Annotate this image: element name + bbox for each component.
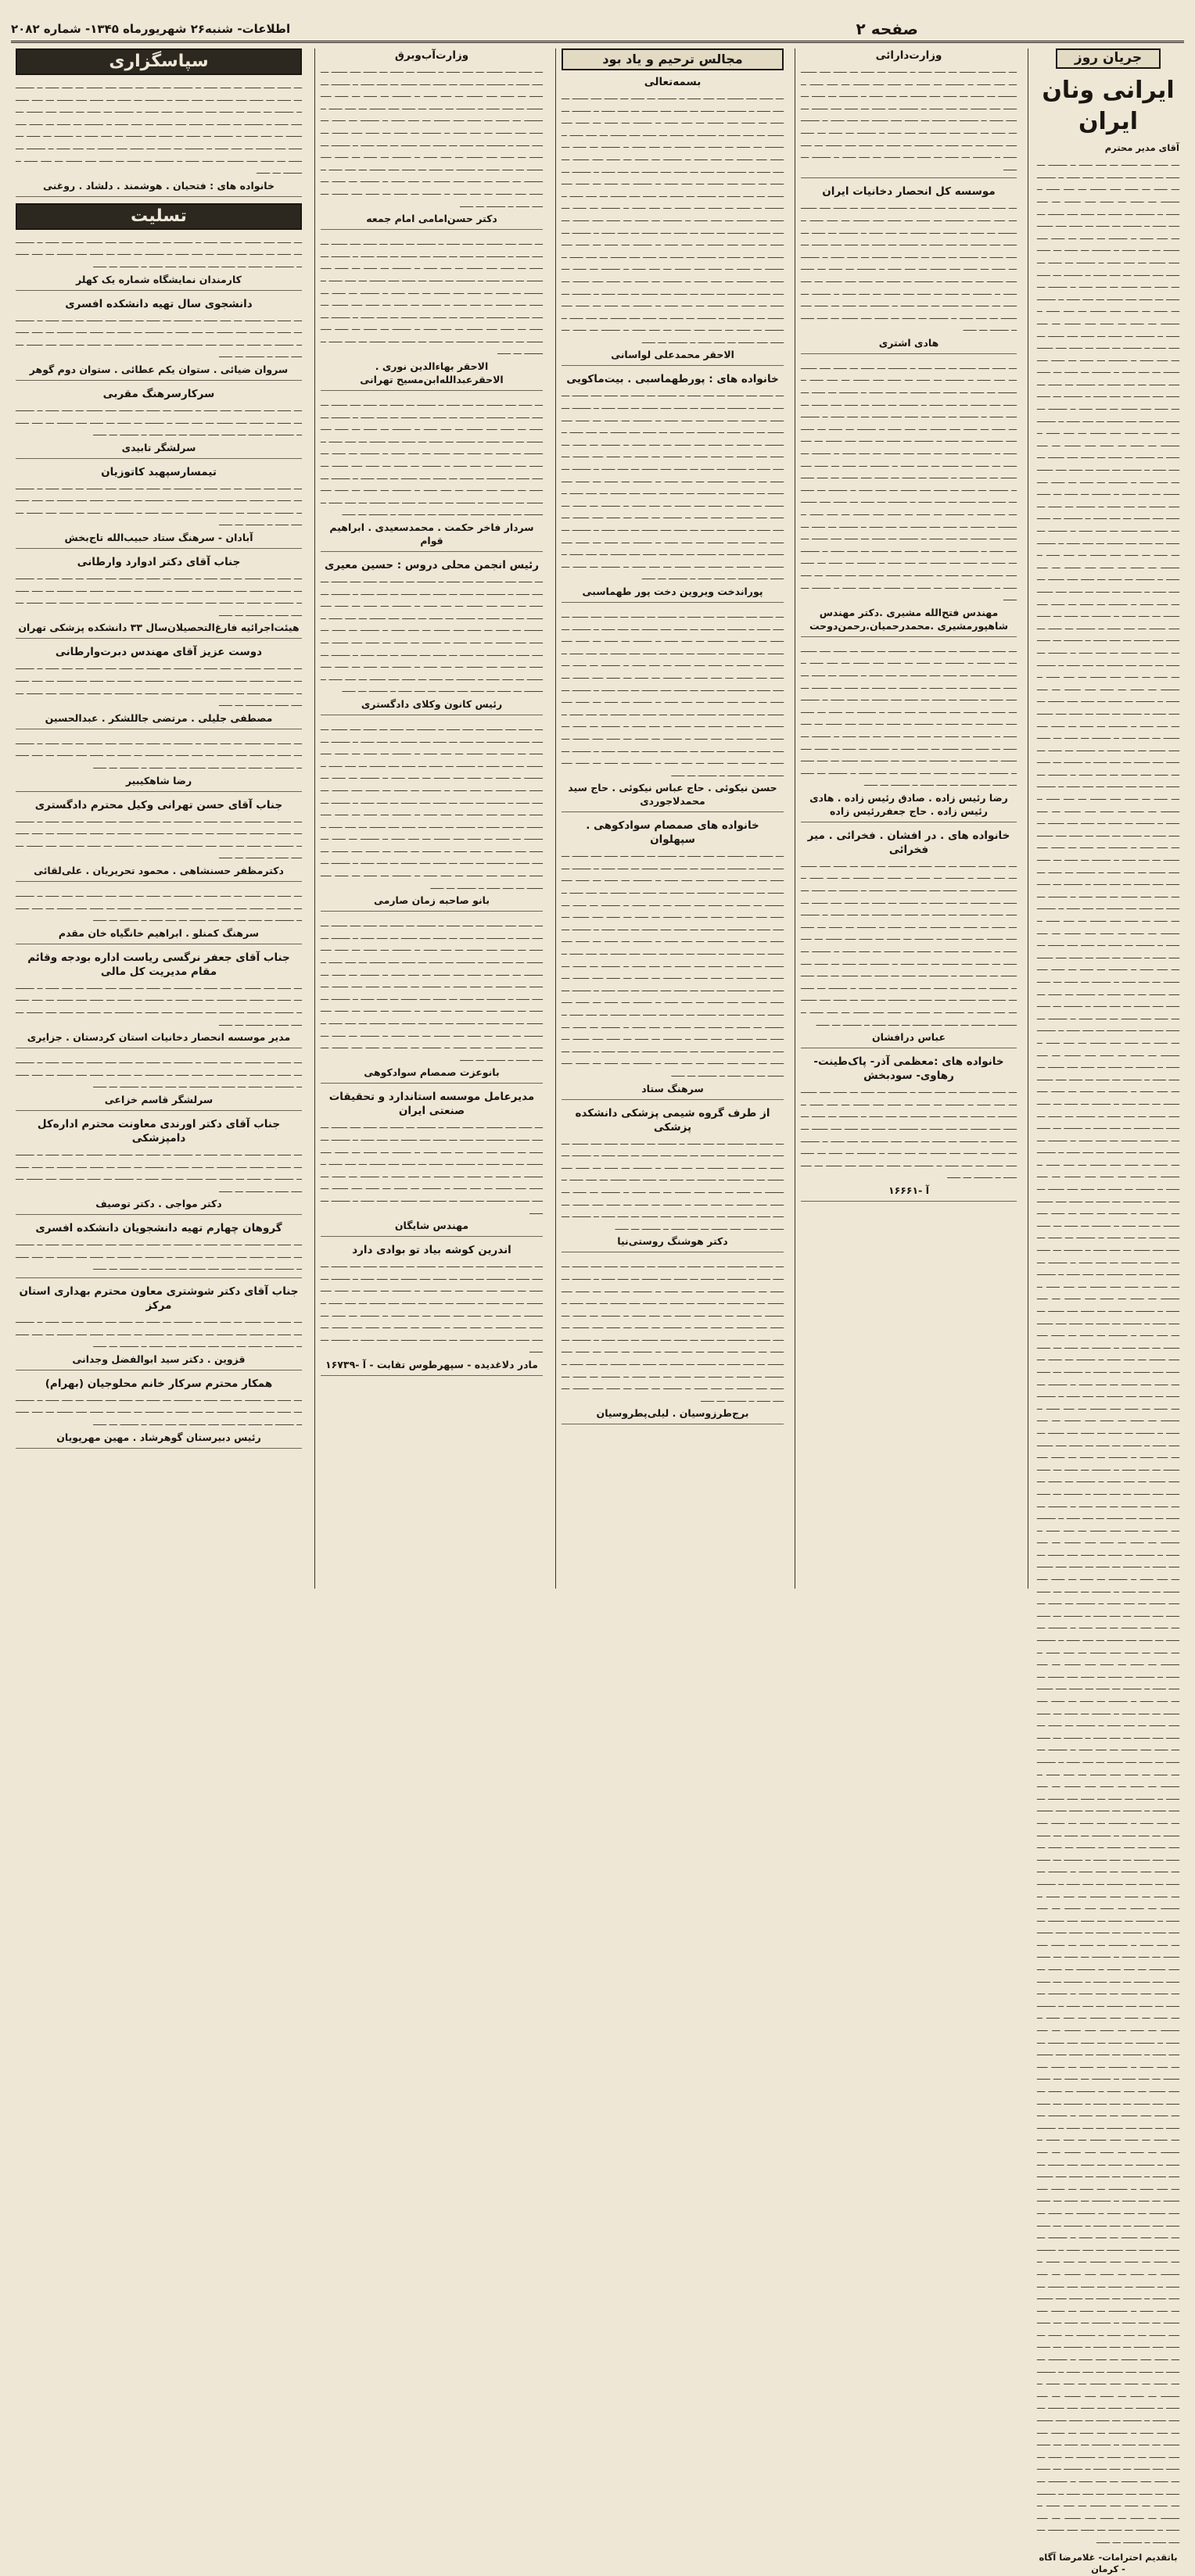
- column-notices-3: [557, 48, 788, 1589]
- obituary-notice: [321, 397, 543, 552]
- obituary-notice: [321, 1090, 543, 1237]
- notice-signature: آبادان - سرهنگ ستاد حبیب‌الله تاج‌بخش: [64, 532, 253, 544]
- editorial-body: ـــ ـــــ ــــ ــــــ ـــ ــــ ـــــ ــ ـــــــ ـــ ـــــ ـــ ـــــ ــــ ــــــ ـــ ــــ ـــــ ــ ـــــــ ـــ ـــــ ـــ ـــــ ــــ ــــــ ـــ ــــ ـــــ ــ ـــــــ ـــ ـــــ ـــ ـــــ ــــ ــــــ ـــ ــــ ـــــ ــ ـــــــ ـــ ـــــ ـــ ـــــ ــــ ــــــ ـــ ــــ ـــــ ــ ـــــــ ـــ ـــــ ـــ ـــــ ــــ ــــــ ـــ ــــ ـــــ ــ ـــــــ ـــ ـــــ ـــ ـــــ ــــ ــــــ ـــ ــــ ـــــ ــ ـــــــ ـــ ـــــ ـــ ـــــ ــــ ــــــ ـــ ــــ ـــــ ــ ـــــــ ـــ ـــــ ـــ ـــــ ــــ ــــــ ـــ ــــ ـــــ ــ ـــــــ ـــ ـــــ ـــ ـــــ ــــ ــــــ ـــ ــــ ـــــ ــ ـــــــ ـــ ـــــ ـــ ـــــ ــــ ــــــ ـــ ــــ ـــــ ــ ـــــــ ـــ ـــــ ـــ ـــــ ــــ ــــــ ـــ ــــ ـــــ ــ ـــــــ ـــ ـــــ ـــ ـــــ ــــ ــــــ ـــ ــــ ـــــ ــ ـــــــ ـــ ـــــ ـــ ـــــ ــــ ــــــ ـــ ــــ ـــــ ــ ـــــــ ـــ ـــــ ـــ ـــــ ــــ ــــــ ـــ ــــ ـــــ ــ ـــــــ ـــ ـــــ ـــ ـــــ ــــ ــــــ ـــ ــــ ـــــ ــ ـــــــ ـــ ـــــ ـــ ـــــ ــــ ــــــ ـــ ــــ ـــــ ــ ـــــــ ـــ ـــــ ـــ ـــــ ــــ ــــــ ـــ ــــ ـــــ ــ ـــــــ ـــ ـــــ ـــ ـــــ ــــ ــــــ ـــ ــــ ـــــ ــ ـــــــ ـــ ـــــ ـــ ـــــ ــــ ــــــ ـــ ــــ ـــــ ــ ـــــــ ـــ ـــــ ـــ ـــــ ــــ ــــــ ـــ ــــ ـــــ ــ ـــــــ ـــ ـــــ ـــ ـــــ ــــ ــــــ ـــ ــــ ـــــ ــ ـــــــ ـــ ـــــ ـــ ـــــ ــــ ــــــ ـــ ــــ ـــــ ــ ـــــــ ـــ ـــــ ـــ ـــــ ــــ ــــــ ـــ ــــ ـــــ ــ ـــــــ ـــ ـــــ ـــ ـــــ ــــ ــــــ ـــ ــــ ـــــ ــ ـــــــ ـــ ـــــ ـــ ـــــ ــــ ــــــ ـــ ــــ ـــــ ــ ـــــــ ـــ ـــــ ـــ ـــــ ــــ ــــــ ـــ ــــ ـــــ ــ ـــــــ ـــ ـــــ ـــ ـــــ ــــ ــــــ ـــ ــــ ـــــ ــ ـــــــ ـــ ـــــ ـــ ـــــ ــــ ــــــ ـــ ــــ ـــــ ــ ـــــــ ـــ ـــــ ـــ ـــــ ــــ ــــــ ـــ ــــ ـــــ ــ ـــــــ ـــ ـــــ ـــ ـــــ ــــ ــــــ ـــ ــــ ـــــ ــ ـــــــ ـــ ـــــ ـــ ـــــ ــــ ــــــ ـــ ــــ ـــــ ــ ـــــــ ـــ ـــــ ـــ ـــــ ــــ ــــــ ـــ ــــ ـــــ ــ ـــــــ ـــ ـــــ ـــ ـــــ ــــ ــــــ ـــ ــــ ـــــ ــ ـــــــ ـــ ـــــ ـــ ـــــ ــــ ــــــ ـــ ــــ ـــــ ــ ـــــــ ـــ ـــــ ـــ ـــــ ــــ ــــــ ـــ ــــ ـــــ ــ ـــــــ ـــ ـــــ ـــ ـــــ ــــ ــــــ ـــ ــــ ـــــ ــ ـــــــ ـــ ـــــ ـــ ـــــ ــــ ــــــ ـــ ــــ ـــــ ــ ـــــــ ـــ ـــــ ـــ ـــــ ــــ ــــــ ـــ ــــ ـــــ ــ ـــــــ ـــ ـــــ ـــ ـــــ ــــ ــــــ ـــ ــــ ـــــ ــ ـــــــ ـــ ـــــ ـــ ـــــ ــــ ــــــ ـــ ــــ ـــــ ــ ـــــــ ـــ ـــــ ـــ ـــــ ــــ ــــــ ـــ ــــ ـــــ ــ ـــــــ ـــ ـــــ ـــ ـــــ ــــ ــــــ ـــ ــــ ـــــ ــ ـــــــ ـــ ـــــ ـــ ـــــ ــــ ــــــ ـــ ــــ ـــــ ــ ـــــــ ـــ ـــــ ـــ ـــــ ــــ ــــــ ـــ ــــ ـــــ ــ ـــــــ ـــ ـــــ ـــ ـــــ ــــ ــــــ ـــ ــــ ـــــ ــ ـــــــ ـــ ـــــ ـــ ـــــ ــــ ــــــ ـــ ــــ ـــــ ــ ـــــــ ـــ ـــــ ـــ ـــــ ــــ ــــــ ـــ ــــ ـــــ ــ ـــــــ ـــ ـــــ ـــ ـــــ ــــ ــــــ ـــ ــــ ـــــ ــ ـــــــ ـــ ـــــ ـــ ـــــ ــــ ــــــ ـــ ــــ ـــــ ــ ـــــــ ـــ ـــــ ـــ ـــــ ــــ ــــــ ـــ ــــ ـــــ ــ ـــــــ ـــ ـــــ ـــ ـــــ ــــ ــــــ ـــ ــــ ـــــ ــ ـــــــ ـــ ـــــ ـــ ـــــ ــــ ــــــ ـــ ــــ ـــــ ــ ـــــــ ـــ ـــــ ـــ ـــــ ــــ ــــــ ـــ ــــ ـــــ ــ ـــــــ ـــ ـــــ ـــ ـــــ ــــ ــــــ ـــ ــــ ـــــ ــ ـــــــ ـــ ـــــ ـــ ـــــ ــــ ــــــ ـــ ــــ ـــــ ــ ـــــــ ـــ ـــــ ـــ ـــــ ــــ ــــــ ـــ ــــ ـــــ ــ ـــــــ ـــ ـــــ ـــ ـــــ ــــ ــــــ ـــ ــــ ـــــ ــ ـــــــ ـــ ـــــ ـــ ـــــ ــــ ــــــ ـــ ــــ ـــــ ــ ـــــــ ـــ ـــــ ـــ ـــــ ــــ ــــــ ـــ ــــ ـــــ ــ ـــــــ ـــ ـــــ ـــ ـــــ ــــ ــــــ ـــ ــــ ـــــ ــ ـــــــ ـــ ـــــ ـــ ـــــ ــــ ــــــ ـــ ــــ ـــــ ــ ـــــــ ـــ ـــــ ـــ ـــــ ــــ ــــــ ـــ ــــ ـــــ ــ ـــــــ ـــ ـــــ ـــ ـــــ ــــ ــــــ ـــ ــــ ـــــ ــ ـــــــ ـــ ـــــ ـــ ـــــ ــــ ــــــ ـــ ــــ ـــــ ــ ـــــــ ـــ ـــــ ـــ ـــــ ــــ ــــــ ـــ ــــ ـــــ ــ ـــــــ ـــ ـــــ ـــ ـــــ ــــ ــــــ ـــ ــــ ـــــ ــ ـــــــ ـــ ـــــ ـــ ـــــ ــــ ــــــ ـــ ــــ ـــــ ــ ـــــــ ـــ ـــــ ـــ ـــــ ــــ ــــــ ـــ ــــ ـــــ ــ ـــــــ ـــ ـــــ ـــ ـــــ ــــ ــــــ ـــ ــــ ـــــ ــ ـــــــ ـــ ـــــ ـــ ـــــ ــــ ــــــ ـــ ــــ ـــــ ــ ـــــــ ـــ ـــــ ـــ ـــــ ــــ ــــــ ـــ ــــ ـــــ ــ ـــــــ ـــ ـــــ ـــ ـــــ ــــ ــــــ ـــ ــــ ـــــ ــ ـــــــ ـــ ـــــ ـــ ـــــ ــــ ــــــ ـــ ــــ ـــــ ــ ـــــــ ـــ ـــــ ـــ ـــــ ــــ ــــــ ـــ ــــ ـــــ ــ ـــــــ ـــ ـــــ ـــ ـــــ ــــ ــــــ ـــ ــــ ـــــ ــ ـــــــ ـــ ـــــ ـــ ـــــ ــــ ــــــ ـــ ــــ ـــــ ــ ـــــــ ـــ ـــــ ـــ ـــــ ــــ ــــــ ـــ ــــ ـــــ ــ ـــــــ ـــ ـــــ ـــ ـــــ ــــ ــــــ ـــ ــــ ـــــ ــ ـــــــ ـــ ـــــ ـــ ـــــ ــــ ــــــ ـــ ــــ ـــــ ــ ـــــــ ـــ ـــــ ـــ ـــــ ــــ ــــــ ـــ ــــ ـــــ ــ ـــــــ ـــ ـــــ ـــ ـــــ ــــ ــــــ ـــ ــــ ـــــ ــ ـــــــ ـــ ـــــ ـــ ـــــ ــــ ــــــ ـــ ــــ ـــــ ــ ـــــــ ـــ ـــــ ـــ ـــــ ــــ ــــــ ـــ ــــ ـــــ ــ ـــــــ ـــ ـــــ ـــ ـــــ ــــ ــــــ ـــ ــــ ـــــ ــ ـــــــ ـــ ـــــ ـــ ـــــ ــــ ــــــ ـــ ــــ ـــــ ــ ـــــــ ـــ ـــــ ـــ ـــــ ــــ ــــــ ـــ ــــ ـــــ ــ ـــــــ ـــ ـــــ ـــ ـــــ ــــ ــــــ ـــ ــــ ـــــ ــ ـــــــ ـــ ـــــ ـــ ـــــ ــــ ــــــ ـــ ــــ ـــــ ــ ـــــــ ـــ ـــــ ـــ ـــــ ــــ ــــــ ـــ ــــ ـــــ ــ ـــــــ ـــ ـــــ ـــ ـــــ ــــ ــــــ ـــ ــــ ـــــ ــ ـــــــ ـــ ـــــ ـــ ـــــ ــــ ــــــ ـــ ــــ ـــــ ــ ـــــــ ـــ ـــــ ـــ ـــــ ــــ ــــــ ـــ ــــ ـــــ ــ ـــــــ ـــ ـــــ ـــ ـــــ ــــ ــــــ ـــ ــــ ـــــ ــ ـــــــ ـــ ـــــ ـــ ـــــ ــــ ــــــ ـــ ــــ ـــــ ــ ـــــــ ـــ ـــــ ـــ ـــــ ــــ ــــــ ـــ ــــ ـــــ ــ ـــــــ ـــ ـــــ ـــ ـــــ ــــ ــــــ ـــ ــــ ـــــ ــ ـــــــ ـــ ـــــ ـــ ـــــ ــــ ــــــ ـــ ــــ ـــــ ــ ـــــــ ـــ ـــــ ـــ ـــــ ــــ ــــــ ـــ ــــ ـــــ ــ ـــــــ ـــ ـــــ ـــ ـــــ ــــ ــــــ ـــ ــــ ـــــ ــ ـــــــ ـــ ـــــ ـــ ـــــ ــــ ــــــ ـــ ــــ ـــــ ــ ـــــــ ـــ ـــــ ـــ ـــــ ــــ ــــــ ـــ ــــ ـــــ ــ ـــــــ ـــ ـــــ ـــ ـــــ ــــ ــــــ ـــ ــــ ـــــ ــ ـــــــ ـــ ـــــ ـــ ـــــ ــــ ــــــ ـــ ــــ ـــــ ــ ـــــــ ـــ ـــــ ـــ ـــــ ــــ ــــــ ـــ ــــ ـــــ ــ ـــــــ ـــ ـــــ ـــ ـــــ ــــ ــــــ ـــ ــــ ـــــ ــ ـــــــ ـــ ـــــ ـــ ـــــ ــــ ــــــ ـــ ــــ ـــــ ــ ـــــــ ـــ ـــــ ـــ ـــــ ــــ ــــــ ـــ ــــ ـــــ ــ ـــــــ ـــ ـــــ ـــ ـــــ ــــ ــــــ ـــ ــــ ـــــ ــ ـــــــ ـــ ـــــ ـــ ـــــ ــــ ــــــ ـــ ــــ ـــــ ــ ـــــــ ـــ ـــــ ـــ ـــــ ــــ ــــــ ـــ ــــ ـــــ ــ ـــــــ ـــ ـــــ ـــ ـــــ ــــ ــــــ ـــ ــــ ـــــ ــ ـــــــ ـــ ـــــ ـــ ـــــ ــــ ــــــ ـــ ــــ ـــــ ــ ـــــــ ـــ ـــــ ـــ ـــــ ــــ ــــــ ـــ ــــ ـــــ ــ ـــــــ ـــ ـــــ ـــ ـــــ ــــ ــــــ ـــ ــــ ـــــ ــ ـــــــ ـــ ـــــ ـــ ـــــ ــــ ــــــ ـــ ــــ ـــــ ــ ـــــــ ـــ ـــــ ـــ ـــــ ــــ ــــــ ـــ ــــ ـــــ ــ ـــــــ ـــ ـــــ ـــ ـــــ ــــ ــــــ ـــ ــــ ـــــ ــ ـــــــ ـــ ـــــ ـــ ـــــ ــــ ــــــ ـــ ــــ ـــــ ــ ـــــــ ـــ ـــــ ـــ ـــــ ــــ ــــــ ـــ ــــ ـــــ ــ ـــــــ ـــ ـــــ ـــ ـــــ ــــ ــــــ ـــ ــــ ـــــ ــ ـــــــ ـــ ـــــ ـــ ـــــ ــــ ــــــ ـــ ــــ ـــــ ــ ـــــــ ـــ ـــــ ـــ ـــــ ــــ ــــــ ـــ ــــ ـــــ ــ ـــــــ ـــ ـــــ ـــ ـــــ ــــ ــــــ ـــ ــــ ـــــ ــ ـــــــ ـــ ـــــ ـــ ـــــ ــــ ــــــ ـــ ــــ ـــــ ــ ـــــــ ـــ ـــــ ـــ ـــــ ــــ ــــــ ـــ ــــ ـــــ ــ ـــــــ ـــ ـــــ ـــ ـــــ ــــ ــــــ ـــ ــــ ـــــ ــ ـــــــ ـــ ـــــ ـــ ـــــ ــــ ــــــ ـــ ــــ ـــــ ــ ـــــــ ـــ ـــــ ـــ ـــــ ــــ ــــــ ـــ ــــ ـــــ ــ ـــــــ ـــ ـــــ ـــ ـــــ ــــ ــــــ ـــ ــــ ـــــ ــ ـــــــ ـــ ـــــ ـــ ـــــ ــــ ــــــ ـــ ــــ ـــــ ــ ـــــــ ـــ ـــــ ـــ ـــــ ــــ ــــــ ـــ ــــ ـــــ ــ ـــــــ ـــ ـــــ ـــ ـــــ ــــ ــــــ ـــ ــــ ـــــ ــ ـــــــ ـــ ـــــ ـــ ـــــ ــــ ــــــ ـــ ــــ ـــــ ــ ـــــــ ـــ ـــــ ـــ ـــــ ــــ ــــــ ـــ ــــ ـــــ ــ ـــــــ ـــ ـــــ ـــ ـــــ ــــ ــــــ ـــ ــــ ـــــ ــ ـــــــ ـــ ـــــ ـــ ـــــ ــــ ــــــ ـــ ــــ ـــــ ــ ـــــــ ـــ ـــــ ـــ ـــــ ــــ ــــــ ـــ ــــ ـــــ ــ ـــــــ ـــ ـــــ ـــ ـــــ ــــ ــــــ ـــ ــــ ـــــ ــ ـــــــ ـــ ـــــ ـــ ـــــ ــــ ــــــ ـــ ــــ ـــــ ــ ـــــــ ـــ ـــــ ـــ ـــــ ــــ ــــــ ـــ ــــ ـــــ ــ ـــــــ ـــ ـــــ ـــ ـــــ ــــ ــــــ ـــ ــــ ـــــ ــ ـــــــ ـــ ـــــ ـــ ـــــ ــــ ــــــ ـــ ــــ ـــــ ــ ـــــــ ـــ ـــــ ـــ ـــــ ــــ ــــــ ـــ ــــ ـــــ ــ ـــــــ ـــ ـــــ ـــ ـــــ ــــ ــــــ ـــ ــــ ـــــ ــ ـــــــ ـــ ـــــ ـــ ـــــ ــــ ــــــ ـــ ــــ ـــــ ــ ـــــــ ـــ ـــــ ـــ ـــــ ــــ ــــــ ـــ ــــ ـــــ ــ ـــــــ ـــ ـــــ ـــ ـــــ ــــ ــــــ ـــ ــــ ـــــ ــ ـــــــ ـــ ـــــ ـــ ـــــ ــــ ــــــ ـــ ــــ ـــــ ــ ـــــــ ـــ ـــــ ـــ ـــــ ــــ ــــــ ـــ ــــ ـــــ ــ ـــــــ ـــ ـــــ ـــ ـــــ ــــ ــــــ ـــ ــــ ـــــ ــ ـــــــ ـــ ـــــ ـــ ـــــ ــــ ــــــ ـــ ــــ ـــــ ــ ـــــــ ـــ ـــــ ـــ ـــــ ــــ ــــــ ـــ ــــ ـــــ ــ ـــــــ ـــ ـــــ ـــ ـــــ ــــ ــــــ ـــ ــــ ـــــ ــ ـــــــ ـــ ـــــ ـــ ـــــ ــــ ــــــ ـــ ــــ ـــــ ــ ـــــــ ـــ ـــــ ـــ ـــــ ــــ ــــــ ـــ ــــ ـــــ ــ ـــــــ ـــ ـــــ ـــ ـــــ ــــ ــــــ ـــ ــــ ـــــ ــ ـــــــ ـــ ـــــ ـــ ـــــ ــــ ــــــ ـــ ــــ ـــــ ــ ـــــــ ـــ ـــــ ـــ ـــــ ــــ ــــــ ـــ ــــ ـــــ ــ ـــــــ ـــ ـــــ ـــ ـــــ ــــ ــــــ ـــ ــــ ـــــ ــ ـــــــ ـــ ـــــ ـــ ـــــ ــــ ــــــ ـــ ــــ ـــــ ــ ـــــــ ـــ ـــــ ـــ ـــــ ــــ ــــــ ـــ ــــ ـــــ ــ ـــــــ ـــ ـــــ ـــ ـــــ ــــ ــــــ ـــ ــــ ـــــ ــ ـــــــ ـــ ـــــ ـــ ـــــ ــــ ــــــ ـــ ــــ ـــــ ــ ـــــــ ـــ ـــــ ـــ ـــــ ــــ ــــــ ـــ ــــ ـــــ ــ ـــــــ ـــ ـــــ ـــ ـــــ ــــ ــــــ ـــ ــــ ـــــ ــ ـــــــ ـــ ـــــ ـــ ـــــ ــــ ــــــ ـــ ــــ ـــــ ــ ـــــــ ـــ ـــــ ـــ ـــــ ــــ ــــــ ـــ ــــ ـــــ ــ ـــــــ ـــ ـــــ ـــ ـــــ ــــ ــــــ ـــ ــــ ـــــ ــ ـــــــ ـــ ـــــ ـــ ـــــ ــــ ــــــ ـــ ــــ ـــــ ــ ـــــــ ـــ ـــــ ـــ ـــــ ــــ ــــــ ـــ ــــ ـــــ ــ ـــــــ ـــ ـــــ ـــ ـــــ ــــ ــــــ ـــ ــــ ـــــ ــ ـــــــ ـــ ـــــ ـــ ـــــ ــــ ــــــ ـــ ــــ ـــــ ــ ـــــــ ـــ ـــــ ـــ ـــــ ــــ ــــــ ـــ ــــ ـــــ ــ ـــــــ ـــ ـــــ ـــ ـــــ ــــ ــــــ ـــ ــــ ـــــ ــ ـــــــ ـــ ـــــ ـــ ـــــ ــــ ــــــ ـــ ــــ ـــــ ــ ـــــــ ـــ ـــــ: [1037, 157, 1179, 2546]
- editorial-greeting: آقای مدیر محترم: [1104, 142, 1179, 153]
- notice-body: ـــ ـــــ ــــ ــــــ ـــ ــــ ـــــ ــ ـــــــ ـــ ـــــ ـــ ـــــ ــــ ــــــ ـــ ــــ ـــــ ــ ـــــــ ـــ ـــــ ـــ ـــــ ــــ ــــــ ـــ ــــ ـــــ ــ ـــــــ ـــ ـــــ ـــ ـــــ ــــ ــــــ ـــ ــــ ـــــ ــ ـــــــ ـــ ـــــ ـــ ـــــ ــــ ــــــ ـــ ــــ ـــــ ــ ـــــــ ـــ ـــــ ـــ ـــــ ــــ ــــــ ـــ ــــ ـــــ ــ ـــــــ ـــ ـــــ ـــ ـــــ ــــ ــــــ ـــ ــــ ـــــ ــ ـــــــ ـــ ـــــ ـــ ـــــ ــــ ــــــ ـــ ــــ ـــــ ــ ـــــــ ـــ ـــــ ـــ ـــــ ــــ ــــــ ـــ ــــ ـــــ ــ ـــــــ ـــ ـــــ ـــ ـــــ ــــ ــــــ ـــ ــــ ـــــ ــ ـــــــ ـــ ـــــ ـــ ـــــ ــــ ــــــ ـــ ــــ ـــــ ــ ـــــــ ـــ ـــــ ـــ ـــــ ــــ ــــــ ـــ ــــ ـــــ ــ ـــــــ ـــ ـــــ ـــ ـــــ ــــ ــــــ ـــ ــــ ـــــ ــ ـــــــ ـــ ـــــ: [16, 80, 302, 177]
- condolence-notice: [16, 1284, 302, 1370]
- obituary-notice: [562, 372, 784, 603]
- notice-body: ـــ ـــــ ــــ ــــــ ـــ ــــ ـــــ ــ ـــــــ ـــ ـــــ ـــ ـــــ ــــ ــــــ ـــ ــــ ـــــ ــ ـــــــ ـــ ـــــ ـــ ـــــ ــــ ــــــ ـــ ــــ ـــــ ــ ـــــــ ـــ ـــــ ـــ ـــــ ــــ ــــــ ـــ ــــ ـــــ ــ ـــــــ ـــ ـــــ ـــ ـــــ ــــ ــــــ ـــ ــــ ـــــ ــ ـــــــ ـــ ـــــ ـــ ـــــ ــــ ــــــ ـــ ــــ ـــــ ــ ـــــــ ـــ ـــــ ـــ ـــــ ــــ ــــــ ـــ ــــ ـــــ ــ ـــــــ ـــ ـــــ ـــ ـــــ ــــ ــــــ ـــ ــــ ـــــ ــ ـــــــ ـــ ـــــ ـــ ـــــ ــــ ــــــ ـــ ــــ ـــــ ــ ـــــــ ـــ ـــــ ـــ ـــــ ــــ ــــــ ـــ ــــ ـــــ ــ ـــــــ ـــ ـــــ ـــ ـــــ ــــ ــــــ ـــ ــــ ـــــ ــ ـــــــ ـــ ـــــ ـــ ـــــ ــــ ــــــ ـــ ــــ ـــــ ــ ـــــــ ـــ ـــــ ـــ ـــــ ــــ ــــــ ـــ ــــ ـــــ ــ ـــــــ ـــ ـــــ ـــ ـــــ ــــ ــــــ ـــ ــــ ـــــ ــ ـــــــ ـــ ـــــ ـــ ـــــ ــــ ــــــ ـــ ــــ ـــــ ــ ـــــــ ـــ ـــــ ـــ ـــــ ــــ ــــــ ـــ ــــ ـــــ ــ ـــــــ ـــ ـــــ ـــ ـــــ ــــ ــــــ ـــ ــــ ـــــ ــ ـــــــ ـــ ـــــ ـــ ـــــ ــــ ــــــ ـــ ــــ ـــــ ــ ـــــــ ـــ ـــــ ـــ ـــــ ــــ ــــــ ـــ ــــ ـــــ ــ ـــــــ ـــ ـــــ: [562, 608, 784, 779]
- condolence-notice: [16, 465, 302, 549]
- obituary-notice: [562, 1106, 784, 1253]
- notice-signature: هیئت‌اجرائیه فارغ‌التحصیلان‌سال ۳۳ دانشکده پزشکی تهران: [18, 622, 300, 634]
- notice-body: ـــ ـــــ ــــ ــــــ ـــ ــــ ـــــ ــ ـــــــ ـــ ـــــ ـــ ـــــ ــــ ــــــ ـــ ــــ ـــــ ــ ـــــــ ـــ ـــــ ـــ ـــــ ــــ ــــــ ـــ ــــ ـــــ ــ ـــــــ ـــ ـــــ ـــ ـــــ ــــ ــــــ ـــ ــــ ـــــ ــ ـــــــ ـــ ـــــ ـــ ـــــ ــــ ــــــ ـــ ــــ ـــــ ــ ـــــــ ـــ ـــــ ـــ ـــــ ــــ ــــــ ـــ ــــ ـــــ ــ ـــــــ ـــ ـــــ: [16, 661, 302, 709]
- obituary-notice: [321, 1243, 543, 1376]
- notice-body: ـــ ـــــ ــــ ــــــ ـــ ــــ ـــــ ــ ـــــــ ـــ ـــــ ـــ ـــــ ــــ ــــــ ـــ ــــ ـــــ ــ ـــــــ ـــ ـــــ ـــ ـــــ ــــ ــــــ ـــ ــــ ـــــ ــ ـــــــ ـــ ـــــ ـــ ـــــ ــــ ــــــ ـــ ــــ ـــــ ــ ـــــــ ـــ ـــــ ـــ ـــــ ــــ ــــــ ـــ ــــ ـــــ ــ ـــــــ ـــ ـــــ: [16, 1314, 302, 1350]
- notice-signature: مهندس فتح‌الله مشیری .دکتر مهندس شاهپورمشیری .محمدرحمیان.رحمن‌دوحت: [809, 606, 1009, 632]
- notice-heading: همکار محترم سرکار خانم محلوجیان (بهرام): [45, 1377, 273, 1390]
- notice-signature: دکتر مواجی . دکتر توصیف: [95, 1198, 222, 1210]
- notice-heading: مدیرعامل موسسه استاندارد و تحقیقات صنعتی ایران: [328, 1091, 535, 1118]
- notice-signature: بانو صاحبه زمان صارمی: [373, 894, 490, 907]
- page-masthead: [11, 17, 1184, 43]
- notice-signature: سرلشگر قاسم خزاعی: [104, 1093, 214, 1105]
- notice-body: ـــ ـــــ ــــ ــــــ ـــ ــــ ـــــ ــ ـــــــ ـــ ـــــ ـــ ـــــ ــــ ــــــ ـــ ــــ ـــــ ــ ـــــــ ـــ ـــــ ـــ ـــــ ــــ ــــــ ـــ ــــ ـــــ ــ ـــــــ ـــ ـــــ ـــ ـــــ ــــ ــــــ ـــ ــــ ـــــ ــ ـــــــ ـــ ـــــ ـــ ـــــ ــــ ــــــ ـــ ــــ ـــــ ــ ـــــــ ـــ ـــــ ـــ ـــــ ــــ ــــــ ـــ ــــ ـــــ ــ ـــــــ ـــ ـــــ ـــ ـــــ ــــ ــــــ ـــ ــــ ـــــ ــ ـــــــ ـــ ـــــ ـــ ـــــ ــــ ــــــ ـــ ــــ ـــــ ــ ـــــــ ـــ ـــــ ـــ ـــــ ــــ ــــــ ـــ ــــ ـــــ ــ ـــــــ ـــ ـــــ ـــ ـــــ ــــ ــــــ ـــ ــــ ـــــ ــ ـــــــ ـــ ـــــ ـــ ـــــ ــــ ــــــ ـــ ــــ ـــــ ــ ـــــــ ـــ ـــــ ـــ ـــــ ــــ ــــــ ـــ ــــ ـــــ ــ ـــــــ ـــ ـــــ ـــ ـــــ ــــ ــــــ ـــ ــــ ـــــ ــ ـــــــ ـــ ـــــ: [321, 236, 543, 357]
- condolence-notice: [16, 1117, 302, 1215]
- obituary-notice: [321, 558, 543, 715]
- notice-body: ـــ ـــــ ــــ ــــــ ـــ ــــ ـــــ ــ ـــــــ ـــ ـــــ ـــ ـــــ ــــ ــــــ ـــ ــــ ـــــ ــ ـــــــ ـــ ـــــ ـــ ـــــ ــــ ــــــ ـــ ــــ ـــــ ــ ـــــــ ـــ ـــــ ـــ ـــــ ــــ ــــــ ـــ ــــ ـــــ ــ ـــــــ ـــ ـــــ ـــ ـــــ ــــ ــــــ ـــ ــــ ـــــ ــ ـــــــ ـــ ـــــ: [16, 735, 302, 771]
- obituary-notice: [321, 236, 543, 391]
- obituary-notice: [321, 918, 543, 1084]
- notice-body: ـــ ـــــ ــــ ــــــ ـــ ــــ ـــــ ــ ـــــــ ـــ ـــــ ـــ ـــــ ــــ ــــــ ـــ ــــ ـــــ ــ ـــــــ ـــ ـــــ ـــ ـــــ ــــ ــــــ ـــ ــــ ـــــ ــ ـــــــ ـــ ـــــ ـــ ـــــ ــــ ــــــ ـــ ــــ ـــــ ــ ـــــــ ـــ ـــــ ـــ ـــــ ــــ ــــــ ـــ ــــ ـــــ ــ ـــــــ ـــ ـــــ: [16, 402, 302, 439]
- notice-body: ـــ ـــــ ــــ ــــــ ـــ ــــ ـــــ ــ ـــــــ ـــ ـــــ ـــ ـــــ ــــ ــــــ ـــ ــــ ـــــ ــ ـــــــ ـــ ـــــ ـــ ـــــ ــــ ــــــ ـــ ــــ ـــــ ــ ـــــــ ـــ ـــــ ـــ ـــــ ــــ ــــــ ـــ ــــ ـــــ ــ ـــــــ ـــ ـــــ ـــ ـــــ ــــ ــــــ ـــ ــــ ـــــ ــ ـــــــ ـــ ـــــ ـــ ـــــ ــــ ــــــ ـــ ــــ ـــــ ــ ـــــــ ـــ ـــــ ـــ ـــــ ــــ ــــــ ـــ ــــ ـــــ ــ ـــــــ ـــ ـــــ ـــ ـــــ ــــ ــــــ ـــ ــــ ـــــ ــ ـــــــ ـــ ـــــ ـــ ـــــ ــــ ــــــ ـــ ــــ ـــــ ــ ـــــــ ـــ ـــــ ـــ ـــــ ــــ ــــــ ـــ ــــ ـــــ ــ ـــــــ ـــ ـــــ ـــ ـــــ ــــ ــــــ ـــ ــــ ـــــ ــ ـــــــ ـــ ـــــ: [801, 64, 1017, 173]
- notice-signature: رضا رئیس زاده . صادق رئیس زاده . هادی رئیس زاده . حاج جعفررئیس زاده: [809, 791, 1008, 817]
- notice-body: ـــ ـــــ ــــ ــــــ ـــ ــــ ـــــ ــ ـــــــ ـــ ـــــ ـــ ـــــ ــــ ــــــ ـــ ــــ ـــــ ــ ـــــــ ـــ ـــــ ـــ ـــــ ــــ ــــــ ـــ ــــ ـــــ ــ ـــــــ ـــ ـــــ ـــ ـــــ ــــ ــــــ ـــ ــــ ـــــ ــ ـــــــ ـــ ـــــ ـــ ـــــ ــــ ــــــ ـــ ــــ ـــــ ــ ـــــــ ـــ ـــــ ـــ ـــــ ــــ ــــــ ـــ ــــ ـــــ ــ ـــــــ ـــ ـــــ ـــ ـــــ ــــ ــــــ ـــ ــــ ـــــ ــ ـــــــ ـــ ـــــ ـــ ـــــ ــــ ــــــ ـــ ــــ ـــــ ــ ـــــــ ـــ ـــــ ـــ ـــــ ــــ ــــــ ـــ ــــ ـــــ ــ ـــــــ ـــ ـــــ ـــ ـــــ ــــ ــــــ ـــ ــــ ـــــ ــ ـــــــ ـــ ـــــ ـــ ـــــ ــــ ــــــ ـــ ــــ ـــــ ــ ـــــــ ـــ ـــــ ـــ ـــــ ــــ ــــــ ـــ ــــ ـــــ ــ ـــــــ ـــ ـــــ ـــ ـــــ ــــ ــــــ ـــ ــــ ـــــ ــ ـــــــ ـــ ـــــ ـــ ـــــ ــــ ــــــ ـــ ــــ ـــــ ــ ـــــــ ـــ ـــــ ـــ ـــــ ــــ ــــــ ـــ ــــ ـــــ ــ ـــــــ ـــ ـــــ ـــ ـــــ ــــ ــــــ ـــ ــــ ـــــ ــ ـــــــ ـــ ـــــ ـــ ـــــ ــــ ــــــ ـــ ــــ ـــــ ــ ـــــــ ـــ ـــــ ـــ ـــــ ــــ ــــــ ـــ ــــ ـــــ ــ ـــــــ ـــ ـــــ ـــ ـــــ ــــ ــــــ ـــ ــــ ـــــ ــ ـــــــ ـــ ـــــ ـــ ـــــ ــــ ــــــ ـــ ــــ ـــــ ــ ـــــــ ـــ ـــــ ـــ ـــــ ــــ ــــــ ـــ ــــ ـــــ ــ ـــــــ ـــ ـــــ ـــ ـــــ ــــ ــــــ ـــ ــــ ـــــ ــ ـــــــ ـــ ـــــ: [562, 388, 784, 582]
- notice-signature: سرلشگر تابیدی: [121, 441, 196, 453]
- notice-body: ـــ ـــــ ــــ ــــــ ـــ ــــ ـــــ ــ ـــــــ ـــ ـــــ ـــ ـــــ ــــ ــــــ ـــ ــــ ـــــ ــ ـــــــ ـــ ـــــ ـــ ـــــ ــــ ــــــ ـــ ــــ ـــــ ــ ـــــــ ـــ ـــــ ـــ ـــــ ــــ ــــــ ـــ ــــ ـــــ ــ ـــــــ ـــ ـــــ ـــ ـــــ ــــ ــــــ ـــ ــــ ـــــ ــ ـــــــ ـــ ـــــ ـــ ـــــ ــــ ــــــ ـــ ــــ ـــــ ــ ـــــــ ـــ ـــــ ـــ ـــــ ــــ ــــــ ـــ ــــ ـــــ ــ ـــــــ ـــ ـــــ ـــ ـــــ ــــ ــــــ ـــ ــــ ـــــ ــ ـــــــ ـــ ـــــ ـــ ـــــ ــــ ــــــ ـــ ــــ ـــــ ــ ـــــــ ـــ ـــــ ـــ ـــــ ــــ ــــــ ـــ ــــ ـــــ ــ ـــــــ ـــ ـــــ ـــ ـــــ ــــ ــــــ ـــ ــــ ـــــ ــ ـــــــ ـــ ـــــ ـــ ـــــ ــــ ــــــ ـــ ــــ ـــــ ــ ـــــــ ـــ ـــــ ـــ ـــــ ــــ ــــــ ـــ ــــ ـــــ ــ ـــــــ ـــ ـــــ ـــ ـــــ ــــ ــــــ ـــ ــــ ـــــ ــ ـــــــ ـــ ـــــ ـــ ـــــ ــــ ــــــ ـــ ــــ ـــــ ــ ـــــــ ـــ ـــــ ـــ ـــــ ــــ ــــــ ـــ ــــ ـــــ ــ ـــــــ ـــ ـــــ: [801, 643, 1017, 789]
- editorial-headline: ایرانی ونان ایران: [1042, 76, 1175, 135]
- condolence-notices: [16, 235, 302, 1449]
- notice-heading: خانواده های :معظمی آذر- پاک‌طینت- رهاوی- سودبخش: [813, 1055, 1004, 1083]
- notice-heading: از طرف گروه شیمی پزشکی دانشکده پزشکی: [575, 1106, 770, 1134]
- obituary-notice: [562, 609, 784, 812]
- condolence-notice: [16, 645, 302, 729]
- column-rule: [314, 48, 315, 1589]
- obituary-notice: [801, 185, 1017, 354]
- obituary-notice: [801, 360, 1017, 637]
- condolence-notice: [16, 235, 302, 291]
- notice-body: ـــ ـــــ ــــ ــــــ ـــ ــــ ـــــ ــ ـــــــ ـــ ـــــ ـــ ـــــ ــــ ــــــ ـــ ــــ ـــــ ــ ـــــــ ـــ ـــــ ـــ ـــــ ــــ ــــــ ـــ ــــ ـــــ ــ ـــــــ ـــ ـــــ ـــ ـــــ ــــ ــــــ ـــ ــــ ـــــ ــ ـــــــ ـــ ـــــ ـــ ـــــ ــــ ــــــ ـــ ــــ ـــــ ــ ـــــــ ـــ ـــــ: [16, 887, 302, 924]
- notice-signature: هادی اشتری: [878, 336, 939, 349]
- obituary-banner: مجالس ترحیم و یاد بود: [562, 48, 784, 70]
- condolence-notice: [16, 1221, 302, 1278]
- notice-heading: جناب آقای دکتر اورندی معاونت محترم اداره‌کل دامپزشکی: [37, 1117, 281, 1145]
- notice-signature: مدیر موسسه انحصار دخانیات استان کردستان . جزایری: [27, 1031, 291, 1044]
- condolence-notice: [16, 1377, 302, 1449]
- column-notices-2: [796, 48, 1021, 1589]
- notice-signature: الاحقر محمدعلی لواسانی: [611, 349, 734, 361]
- notice-body: ـــ ـــــ ــــ ــــــ ـــ ــــ ـــــ ــ ـــــــ ـــ ـــــ ـــ ـــــ ــــ ــــــ ـــ ــــ ـــــ ــ ـــــــ ـــ ـــــ ـــ ـــــ ــــ ــــــ ـــ ــــ ـــــ ــ ـــــــ ـــ ـــــ ـــ ـــــ ــــ ــــــ ـــ ــــ ـــــ ــ ـــــــ ـــ ـــــ ـــ ـــــ ــــ ــــــ ـــ ــــ ـــــ ــ ـــــــ ـــ ـــــ ـــ ـــــ ــــ ــــــ ـــ ــــ ـــــ ــ ـــــــ ـــ ـــــ ـــ ـــــ ــــ ــــــ ـــ ــــ ـــــ ــ ـــــــ ـــ ـــــ ـــ ـــــ ــــ ــــــ ـــ ــــ ـــــ ــ ـــــــ ـــ ـــــ ـــ ـــــ ــــ ــــــ ـــ ــــ ـــــ ــ ـــــــ ـــ ـــــ ـــ ـــــ ــــ ــــــ ـــ ــــ ـــــ ــ ـــــــ ـــ ـــــ ـــ ـــــ ــــ ــــــ ـــ ــــ ـــــ ــ ـــــــ ـــ ـــــ ـــ ـــــ ــــ ــــــ ـــ ــــ ـــــ ــ ـــــــ ـــ ـــــ ـــ ـــــ ــــ ــــــ ـــ ــــ ـــــ ــ ـــــــ ـــ ـــــ ـــ ـــــ ــــ ــــــ ـــ ــــ ـــــ ــ ـــــــ ـــ ـــــ ـــ ـــــ ــــ ــــــ ـــ ــــ ـــــ ــ ـــــــ ـــ ـــــ ـــ ـــــ ــــ ــــــ ـــ ــــ ـــــ ــ ـــــــ ـــ ـــــ: [321, 918, 543, 1063]
- notice-body: ـــ ـــــ ــــ ــــــ ـــ ــــ ـــــ ــ ـــــــ ـــ ـــــ ـــ ـــــ ــــ ــــــ ـــ ــــ ـــــ ــ ـــــــ ـــ ـــــ ـــ ـــــ ــــ ــــــ ـــ ــــ ـــــ ــ ـــــــ ـــ ـــــ ـــ ـــــ ــــ ــــــ ـــ ــــ ـــــ ــ ـــــــ ـــ ـــــ ـــ ـــــ ــــ ــــــ ـــ ــــ ـــــ ــ ـــــــ ـــ ـــــ ـــ ـــــ ــــ ــــــ ـــ ــــ ـــــ ــ ـــــــ ـــ ـــــ ـــ ـــــ ــــ ــــــ ـــ ــــ ـــــ ــ ـــــــ ـــ ـــــ ـــ ـــــ ــــ ــــــ ـــ ــــ ـــــ ــ ـــــــ ـــ ـــــ ـــ ـــــ ــــ ــــــ ـــ ــــ ـــــ ــ ـــــــ ـــ ـــــ ـــ ـــــ ــــ ــــــ ـــ ــــ ـــــ ــ ـــــــ ـــ ـــــ ـــ ـــــ ــــ ــــــ ـــ ــــ ـــــ ــ ـــــــ ـــ ـــــ ـــ ـــــ ــــ ــــــ ـــ ــــ ـــــ ــ ـــــــ ـــ ـــــ ـــ ـــــ ــــ ــــــ ـــ ــــ ـــــ ــ ـــــــ ـــ ـــــ ـــ ـــــ ــــ ــــــ ـــ ــــ ـــــ ــ ـــــــ ـــ ـــــ: [321, 574, 543, 695]
- notice-heading: جناب آقای دکتر شوشتری معاون محترم بهداری استان مرکز: [19, 1285, 299, 1313]
- notice-signature: خانواده های : فتحیان . هوشمند . دلشاد . روغنی: [43, 179, 275, 192]
- notice-body: ـــ ـــــ ــــ ــــــ ـــ ــــ ـــــ ــ ـــــــ ـــ ـــــ ـــ ـــــ ــــ ــــــ ـــ ــــ ـــــ ــ ـــــــ ـــ ـــــ ـــ ـــــ ــــ ــــــ ـــ ــــ ـــــ ــ ـــــــ ـــ ـــــ ـــ ـــــ ــــ ــــــ ـــ ــــ ـــــ ــ ـــــــ ـــ ـــــ ـــ ـــــ ــــ ــــــ ـــ ــــ ـــــ ــ ـــــــ ـــ ـــــ ـــ ـــــ ــــ ــــــ ـــ ــــ ـــــ ــ ـــــــ ـــ ـــــ ـــ ـــــ ــــ ــــــ ـــ ــــ ـــــ ــ ـــــــ ـــ ـــــ ـــ ـــــ ــــ ــــــ ـــ ــــ ـــــ ــ ـــــــ ـــ ـــــ ـــ ـــــ ــــ ــــــ ـــ ــــ ـــــ ــ ـــــــ ـــ ـــــ ـــ ـــــ ــــ ــــــ ـــ ــــ ـــــ ــ ـــــــ ـــ ـــــ ـــ ـــــ ــــ ــــــ ـــ ــــ ـــــ ــ ـــــــ ـــ ـــــ ـــ ـــــ ــــ ــــــ ـــ ــــ ـــــ ــ ـــــــ ـــ ـــــ ـــ ـــــ ــــ ــــــ ـــ ــــ ـــــ ــ ـــــــ ـــ ـــــ ـــ ـــــ ــــ ــــــ ـــ ــــ ـــــ ــ ـــــــ ـــ ـــــ ـــ ـــــ ــــ ــــــ ـــ ــــ ـــــ ــ ـــــــ ـــ ـــــ ـــ ـــــ ــــ ــــــ ـــ ــــ ـــــ ــ ـــــــ ـــ ـــــ: [321, 64, 543, 210]
- notice-body: ـــ ـــــ ــــ ــــــ ـــ ــــ ـــــ ــ ـــــــ ـــ ـــــ ـــ ـــــ ــــ ــــــ ـــ ــــ ـــــ ــ ـــــــ ـــ ـــــ ـــ ـــــ ــــ ــــــ ـــ ــــ ـــــ ــ ـــــــ ـــ ـــــ ـــ ـــــ ــــ ــــــ ـــ ــــ ـــــ ــ ـــــــ ـــ ـــــ ـــ ـــــ ــــ ــــــ ـــ ــــ ـــــ ــ ـــــــ ـــ ـــــ ـــ ـــــ ــــ ــــــ ـــ ــــ ـــــ ــ ـــــــ ـــ ـــــ ـــ ـــــ ــــ ــــــ ـــ ــــ ـــــ ــ ـــــــ ـــ ـــــ ـــ ـــــ ــــ ــــــ ـــ ــــ ـــــ ــ ـــــــ ـــ ـــــ ـــ ـــــ ــــ ــــــ ـــ ــــ ـــــ ــ ـــــــ ـــ ـــــ ـــ ـــــ ــــ ــــــ ـــ ــــ ـــــ ــ ـــــــ ـــ ـــــ ـــ ـــــ ــــ ــــــ ـــ ــــ ـــــ ــ ـــــــ ـــ ـــــ ـــ ـــــ ــــ ــــــ ـــ ــــ ـــــ ــ ـــــــ ـــ ـــــ ـــ ـــــ ــــ ــــــ ـــ ــــ ـــــ ــ ـــــــ ـــ ـــــ ـــ ـــــ ــــ ــــــ ـــ ــــ ـــــ ــ ـــــــ ـــ ـــــ ـــ ـــــ ــــ ــــــ ـــ ــــ ـــــ ــ ـــــــ ـــ ـــــ ـــ ـــــ ــــ ــــــ ـــ ــــ ـــــ ــ ـــــــ ـــ ـــــ ـــ ـــــ ــــ ــــــ ـــ ــــ ـــــ ــ ـــــــ ـــ ـــــ ـــ ـــــ ــــ ــــــ ـــ ــــ ـــــ ــ ـــــــ ـــ ـــــ ـــ ـــــ ــــ ــــــ ـــ ــــ ـــــ ــ ـــــــ ـــ ـــــ ـــ ـــــ ــــ ــــــ ـــ ــــ ـــــ ــ ـــــــ ـــ ـــــ ـــ ـــــ ــــ ــــــ ـــ ــــ ـــــ ــ ـــــــ ـــ ـــــ ـــ ـــــ ــــ ــــــ ـــ ــــ ـــــ ــ ـــــــ ـــ ـــــ ـــ ـــــ ــــ ــــــ ـــ ــــ ـــــ ــ ـــــــ ـــ ـــــ ـــ ـــــ ــــ ــــــ ـــ ــــ ـــــ ــ ـــــــ ـــ ـــــ ـــ ـــــ ــــ ــــــ ـــ ــــ ـــــ ــ ـــــــ ـــ ـــــ ـــ ـــــ ــــ ــــــ ـــ ــــ ـــــ ــ ـــــــ ـــ ـــــ: [562, 848, 784, 1079]
- notice-signature: مهندس شایگان: [394, 1220, 469, 1232]
- notice-body: ـــ ـــــ ــــ ــــــ ـــ ــــ ـــــ ــ ـــــــ ـــ ـــــ ـــ ـــــ ــــ ــــــ ـــ ــــ ـــــ ــ ـــــــ ـــ ـــــ ـــ ـــــ ــــ ــــــ ـــ ــــ ـــــ ــ ـــــــ ـــ ـــــ ـــ ـــــ ــــ ــــــ ـــ ــــ ـــــ ــ ـــــــ ـــ ـــــ ـــ ـــــ ــــ ــــــ ـــ ــــ ـــــ ــ ـــــــ ـــ ـــــ ـــ ـــــ ــــ ــــــ ـــ ــــ ـــــ ــ ـــــــ ـــ ـــــ ـــ ـــــ ــــ ــــــ ـــ ــــ ـــــ ــ ـــــــ ـــ ـــــ ـــ ـــــ ــــ ــــــ ـــ ــــ ـــــ ــ ـــــــ ـــ ـــــ ـــ ـــــ ــــ ــــــ ـــ ــــ ـــــ ــ ـــــــ ـــ ـــــ ـــ ـــــ ــــ ــــــ ـــ ــــ ـــــ ــ ـــــــ ـــ ـــــ ـــ ـــــ ــــ ــــــ ـــ ــــ ـــــ ــ ـــــــ ـــ ـــــ ـــ ـــــ ــــ ــــــ ـــ ــــ ـــــ ــ ـــــــ ـــ ـــــ ـــ ـــــ ــــ ــــــ ـــ ــــ ـــــ ــ ـــــــ ـــ ـــــ ـــ ـــــ ــــ ــــــ ـــ ــــ ـــــ ــ ـــــــ ـــ ـــــ: [801, 200, 1017, 334]
- notice-heading: خانواده های . در افشان . فخرائی . میر فخرائی: [807, 829, 1010, 856]
- condolence-notice: [16, 297, 302, 381]
- condolence-notice: [16, 555, 302, 639]
- notice-body: ـــ ـــــ ــــ ــــــ ـــ ــــ ـــــ ــ ـــــــ ـــ ـــــ ـــ ـــــ ــــ ــــــ ـــ ــــ ـــــ ــ ـــــــ ـــ ـــــ ـــ ـــــ ــــ ــــــ ـــ ــــ ـــــ ــ ـــــــ ـــ ـــــ ـــ ـــــ ــــ ــــــ ـــ ــــ ـــــ ــ ـــــــ ـــ ـــــ ـــ ـــــ ــــ ــــــ ـــ ــــ ـــــ ــ ـــــــ ـــ ـــــ ـــ ـــــ ــــ ــــــ ـــ ــــ ـــــ ــ ـــــــ ـــ ـــــ ـــ ـــــ ــــ ــــــ ـــ ــــ ـــــ ــ ـــــــ ـــ ـــــ ـــ ـــــ ــــ ــــــ ـــ ــــ ـــــ ــ ـــــــ ـــ ـــــ ـــ ـــــ ــــ ــــــ ـــ ــــ ـــــ ــ ـــــــ ـــ ـــــ ـــ ـــــ ــــ ــــــ ـــ ــــ ـــــ ــ ـــــــ ـــ ـــــ ـــ ـــــ ــــ ــــــ ـــ ــــ ـــــ ــ ـــــــ ـــ ـــــ ـــ ـــــ ــــ ــــــ ـــ ــــ ـــــ ــ ـــــــ ـــ ـــــ ـــ ـــــ ــــ ــــــ ـــ ــــ ـــــ ــ ـــــــ ـــ ـــــ ـــ ـــــ ــــ ــــــ ـــ ــــ ـــــ ــ ـــــــ ـــ ـــــ ـــ ـــــ ــــ ــــــ ـــ ــــ ـــــ ــ ـــــــ ـــ ـــــ ـــ ـــــ ــــ ــــــ ـــ ــــ ـــــ ــ ـــــــ ـــ ـــــ ـــ ـــــ ــــ ــــــ ـــ ــــ ـــــ ــ ـــــــ ـــ ـــــ ـــ ـــــ ــــ ــــــ ـــ ــــ ـــــ ــ ـــــــ ـــ ـــــ ـــ ـــــ ــــ ــــــ ـــ ــــ ـــــ ــ ـــــــ ـــ ـــــ: [801, 858, 1017, 1028]
- obituary-notice: [16, 80, 302, 197]
- column3-notices: [562, 75, 784, 1424]
- notice-body: ـــ ـــــ ــــ ــــــ ـــ ــــ ـــــ ــ ـــــــ ـــ ـــــ ـــ ـــــ ــــ ــــــ ـــ ــــ ـــــ ــ ـــــــ ـــ ـــــ ـــ ـــــ ــــ ــــــ ـــ ــــ ـــــ ــ ـــــــ ـــ ـــــ ـــ ـــــ ــــ ــــــ ـــ ــــ ـــــ ــ ـــــــ ـــ ـــــ ـــ ـــــ ــــ ــــــ ـــ ــــ ـــــ ــ ـــــــ ـــ ـــــ ـــ ـــــ ــــ ــــــ ـــ ــــ ـــــ ــ ـــــــ ـــ ـــــ ـــ ـــــ ــــ ــــــ ـــ ــــ ـــــ ــ ـــــــ ـــ ـــــ ـــ ـــــ ــــ ــــــ ـــ ــــ ـــــ ــ ـــــــ ـــ ـــــ ـــ ـــــ ــــ ــــــ ـــ ــــ ـــــ ــ ـــــــ ـــ ـــــ ـــ ـــــ ــــ ــــــ ـــ ــــ ـــــ ــ ـــــــ ـــ ـــــ: [801, 1084, 1017, 1181]
- notice-heading: اندرین کوشه بیاد تو بوادی دارد: [352, 1244, 511, 1257]
- page-number: صفحه ۲: [856, 20, 918, 38]
- issue-info: اطلاعات- شنبه۲۶ شهریورماه ۱۳۴۵- شماره ۲۰۸۲: [11, 22, 291, 36]
- condolence-notice: [16, 387, 302, 459]
- notice-heading: سرکارسرهنگ مقربی: [102, 387, 215, 400]
- notice-signature: مادر دلاغدیده - سپهرطوس تقابت - آ -۱۶۷۳۹: [325, 1358, 538, 1370]
- condolence-notice: [16, 1055, 302, 1111]
- notice-signature: رئیس کانون وکلای دادگستری: [361, 697, 503, 710]
- notice-signature: دکتر هوشنگ روستی‌نیا: [617, 1235, 728, 1248]
- condolence-notice: [16, 736, 302, 792]
- notice-body: ـــ ـــــ ــــ ــــــ ـــ ــــ ـــــ ــ ـــــــ ـــ ـــــ ـــ ـــــ ــــ ــــــ ـــ ــــ ـــــ ــ ـــــــ ـــ ـــــ ـــ ـــــ ــــ ــــــ ـــ ــــ ـــــ ــ ـــــــ ـــ ـــــ ـــ ـــــ ــــ ــــــ ـــ ــــ ـــــ ــ ـــــــ ـــ ـــــ ـــ ـــــ ــــ ــــــ ـــ ــــ ـــــ ــ ـــــــ ـــ ـــــ ـــ ـــــ ــــ ــــــ ـــ ــــ ـــــ ــ ـــــــ ـــ ـــــ ـــ ـــــ ــــ ــــــ ـــ ــــ ـــــ ــ ـــــــ ـــ ـــــ ـــ ـــــ ــــ ــــــ ـــ ــــ ـــــ ــ ـــــــ ـــ ـــــ ـــ ـــــ ــــ ــــــ ـــ ــــ ـــــ ــ ـــــــ ـــ ـــــ ـــ ـــــ ــــ ــــــ ـــ ــــ ـــــ ــ ـــــــ ـــ ـــــ: [321, 1259, 543, 1356]
- condolence-banner: تسلیت: [16, 203, 302, 230]
- column-thanks-condolence: [11, 48, 307, 1589]
- notice-signature: پوراندخت ویروین دخت پور طهماسبی: [582, 585, 763, 597]
- obituary-notice: [801, 1055, 1017, 1202]
- notice-signature: عباس درافشان: [871, 1031, 946, 1044]
- notice-signature: سروان ضیائی . ستوان یکم عطائی . ستوان دوم گوهر: [29, 363, 289, 375]
- notice-heading: تیمسارسپهبد کاتوزیان: [101, 465, 217, 478]
- notice-heading: دانشجوی سال تهیه دانشکده افسری: [65, 297, 253, 310]
- notice-body: ـــ ـــــ ــــ ــــــ ـــ ــــ ـــــ ــ ـــــــ ـــ ـــــ ـــ ـــــ ــــ ــــــ ـــ ــــ ـــــ ــ ـــــــ ـــ ـــــ ـــ ـــــ ــــ ــــــ ـــ ــــ ـــــ ــ ـــــــ ـــ ـــــ ـــ ـــــ ــــ ــــــ ـــ ــــ ـــــ ــ ـــــــ ـــ ـــــ ـــ ـــــ ــــ ــــــ ـــ ــــ ـــــ ــ ـــــــ ـــ ـــــ: [16, 1055, 302, 1091]
- notice-body: ـــ ـــــ ــــ ــــــ ـــ ــــ ـــــ ــ ـــــــ ـــ ـــــ ـــ ـــــ ــــ ــــــ ـــ ــــ ـــــ ــ ـــــــ ـــ ـــــ ـــ ـــــ ــــ ــــــ ـــ ــــ ـــــ ــ ـــــــ ـــ ـــــ ـــ ـــــ ــــ ــــــ ـــ ــــ ـــــ ــ ـــــــ ـــ ـــــ ـــ ـــــ ــــ ــــــ ـــ ــــ ـــــ ــ ـــــــ ـــ ـــــ: [16, 1237, 302, 1273]
- editorial-signoff: باتقدیم احترامات- غلامرضا آگاه - کرمان: [1039, 2551, 1178, 2575]
- notice-body: ـــ ـــــ ــــ ــــــ ـــ ــــ ـــــ ــ ـــــــ ـــ ـــــ ـــ ـــــ ــــ ــــــ ـــ ــــ ـــــ ــ ـــــــ ـــ ـــــ ـــ ـــــ ــــ ــــــ ـــ ــــ ـــــ ــ ـــــــ ـــ ـــــ ـــ ـــــ ــــ ــــــ ـــ ــــ ـــــ ــ ـــــــ ـــ ـــــ ـــ ـــــ ــــ ــــــ ـــ ــــ ـــــ ــ ـــــــ ـــ ـــــ ـــ ـــــ ــــ ــــــ ـــ ــــ ـــــ ــ ـــــــ ـــ ـــــ: [16, 480, 302, 528]
- condolence-notice: [16, 888, 302, 944]
- notice-body: ـــ ـــــ ــــ ــــــ ـــ ــــ ـــــ ــ ـــــــ ـــ ـــــ ـــ ـــــ ــــ ــــــ ـــ ــــ ـــــ ــ ـــــــ ـــ ـــــ ـــ ـــــ ــــ ــــــ ـــ ــــ ـــــ ــ ـــــــ ـــ ـــــ ـــ ـــــ ــــ ــــــ ـــ ــــ ـــــ ــ ـــــــ ـــ ـــــ ـــ ـــــ ــــ ــــــ ـــ ــــ ـــــ ــ ـــــــ ـــ ـــــ ـــ ـــــ ــــ ــــــ ـــ ــــ ـــــ ــ ـــــــ ـــ ـــــ ـــ ـــــ ــــ ــــــ ـــ ــــ ـــــ ــ ـــــــ ـــ ـــــ ـــ ـــــ ــــ ــــــ ـــ ــــ ـــــ ــ ـــــــ ـــ ـــــ ـــ ـــــ ــــ ــــــ ـــ ــــ ـــــ ــ ـــــــ ـــ ـــــ ـــ ـــــ ــــ ــــــ ـــ ــــ ـــــ ــ ـــــــ ـــ ـــــ: [321, 1120, 543, 1216]
- obituary-notice: [562, 75, 784, 366]
- notice-body: ـــ ـــــ ــــ ــــــ ـــ ــــ ـــــ ــ ـــــــ ـــ ـــــ ـــ ـــــ ــــ ــــــ ـــ ــــ ـــــ ــ ـــــــ ـــ ـــــ ـــ ـــــ ــــ ــــــ ـــ ــــ ـــــ ــ ـــــــ ـــ ـــــ ـــ ـــــ ــــ ــــــ ـــ ــــ ـــــ ــ ـــــــ ـــ ـــــ ـــ ـــــ ــــ ــــــ ـــ ــــ ـــــ ــ ـــــــ ـــ ـــــ ـــ ـــــ ــــ ــــــ ـــ ــــ ـــــ ــ ـــــــ ـــ ـــــ: [16, 813, 302, 862]
- notice-heading: وزارت‌دارائی: [875, 49, 942, 62]
- notice-signature: دکترمظفر حسنشاهی . محمود تحریریان . علی‌لقائی: [34, 864, 284, 876]
- notice-signature: حسن نیکوئی . حاج عباس نیکوئی . حاج سید محمدلاجوردی: [568, 782, 777, 808]
- obituary-notice: [562, 819, 784, 1099]
- notice-body: ـــ ـــــ ــــ ــــــ ـــ ــــ ـــــ ــ ـــــــ ـــ ـــــ ـــ ـــــ ــــ ــــــ ـــ ــــ ـــــ ــ ـــــــ ـــ ـــــ ـــ ـــــ ــــ ــــــ ـــ ــــ ـــــ ــ ـــــــ ـــ ـــــ ـــ ـــــ ــــ ــــــ ـــ ــــ ـــــ ــ ـــــــ ـــ ـــــ ـــ ـــــ ــــ ــــــ ـــ ــــ ـــــ ــ ـــــــ ـــ ـــــ ـــ ـــــ ــــ ــــــ ـــ ــــ ـــــ ــ ـــــــ ـــ ـــــ ـــ ـــــ ــــ ــــــ ـــ ــــ ـــــ ــ ـــــــ ـــ ـــــ ـــ ـــــ ــــ ــــــ ـــ ــــ ـــــ ــ ـــــــ ـــ ـــــ ـــ ـــــ ــــ ــــــ ـــ ــــ ـــــ ــ ـــــــ ـــ ـــــ ـــ ـــــ ــــ ــــــ ـــ ــــ ـــــ ــ ـــــــ ـــ ـــــ ـــ ـــــ ــــ ــــــ ـــ ــــ ـــــ ــ ـــــــ ـــ ـــــ ـــ ـــــ ــــ ــــــ ـــ ــــ ـــــ ــ ـــــــ ـــ ـــــ ـــ ـــــ ــــ ــــــ ـــ ــــ ـــــ ــ ـــــــ ـــ ـــــ ـــ ـــــ ــــ ــــــ ـــ ــــ ـــــ ــ ـــــــ ـــ ـــــ: [321, 397, 543, 518]
- column-tag: جریان روز: [1056, 48, 1161, 69]
- notice-body: ـــ ـــــ ــــ ــــــ ـــ ــــ ـــــ ــ ـــــــ ـــ ـــــ ـــ ـــــ ــــ ــــــ ـــ ــــ ـــــ ــ ـــــــ ـــ ـــــ ـــ ـــــ ــــ ــــــ ـــ ــــ ـــــ ــ ـــــــ ـــ ـــــ ـــ ـــــ ــــ ــــــ ـــ ــــ ـــــ ــ ـــــــ ـــ ـــــ ـــ ـــــ ــــ ــــــ ـــ ــــ ـــــ ــ ـــــــ ـــ ـــــ ـــ ـــــ ــــ ــــــ ـــ ــــ ـــــ ــ ـــــــ ـــ ـــــ: [16, 571, 302, 618]
- notice-signature: برج‌طرزوسیان . لیلی‌پطروسیان: [596, 1407, 749, 1420]
- column-notices-4: [316, 48, 547, 1589]
- notice-signature: دکتر حسن‌امامی امام جمعه: [366, 213, 497, 225]
- condolence-notice: [16, 798, 302, 882]
- notice-body: ـــ ـــــ ــــ ــــــ ـــ ــــ ـــــ ــ ـــــــ ـــ ـــــ ـــ ـــــ ــــ ــــــ ـــ ــــ ـــــ ــ ـــــــ ـــ ـــــ ـــ ـــــ ــــ ــــــ ـــ ــــ ـــــ ــ ـــــــ ـــ ـــــ ـــ ـــــ ــــ ــــــ ـــ ــــ ـــــ ــ ـــــــ ـــ ـــــ ـــ ـــــ ــــ ــــــ ـــ ــــ ـــــ ــ ـــــــ ـــ ـــــ ـــ ـــــ ــــ ــــــ ـــ ــــ ـــــ ــ ـــــــ ـــ ـــــ ـــ ـــــ ــــ ــــــ ـــ ــــ ـــــ ــ ـــــــ ـــ ـــــ ـــ ـــــ ــــ ــــــ ـــ ــــ ـــــ ــ ـــــــ ـــ ـــــ ـــ ـــــ ــــ ــــــ ـــ ــــ ـــــ ــ ـــــــ ـــ ـــــ ـــ ـــــ ــــ ــــــ ـــ ــــ ـــــ ــ ـــــــ ـــ ـــــ ـــ ـــــ ــــ ــــــ ـــ ــــ ـــــ ــ ـــــــ ـــ ـــــ ـــ ـــــ ــــ ــــــ ـــ ــــ ـــــ ــ ـــــــ ـــ ـــــ ـــ ـــــ ــــ ــــــ ـــ ــــ ـــــ ــ ـــــــ ـــ ـــــ ـــ ـــــ ــــ ــــــ ـــ ــــ ـــــ ــ ـــــــ ـــ ـــــ ـــ ـــــ ــــ ــــــ ـــ ــــ ـــــ ــ ـــــــ ـــ ـــــ ـــ ـــــ ــــ ــــــ ـــ ــــ ـــــ ــ ـــــــ ـــ ـــــ ـــ ـــــ ــــ ــــــ ـــ ــــ ـــــ ــ ـــــــ ـــ ـــــ ـــ ـــــ ــــ ــــــ ـــ ــــ ـــــ ــ ـــــــ ـــ ـــــ ـــ ـــــ ــــ ــــــ ـــ ــــ ـــــ ــ ـــــــ ـــ ـــــ ـــ ـــــ ــــ ــــــ ـــ ــــ ـــــ ــ ـــــــ ـــ ـــــ ـــ ـــــ ــــ ــــــ ـــ ــــ ـــــ ــ ـــــــ ـــ ـــــ ـــ ـــــ ــــ ــــــ ـــ ــــ ـــــ ــ ـــــــ ـــ ـــــ ـــ ـــــ ــــ ــــــ ـــ ــــ ـــــ ــ ـــــــ ـــ ـــــ ـــ ـــــ ــــ ــــــ ـــ ــــ ـــــ ــ ـــــــ ـــ ـــــ ـــ ـــــ ــــ ــــــ ـــ ــــ ـــــ ــ ـــــــ ـــ ـــــ ـــ ـــــ ــــ ــــــ ـــ ــــ ـــــ ــ ـــــــ ـــ ـــــ ـــ ـــــ ــــ ــــــ ـــ ــــ ـــــ ــ ـــــــ ـــ ـــــ ـــ ـــــ ــــ ــــــ ـــ ــــ ـــــ ــ ـــــــ ـــ ـــــ ـــ ـــــ ــــ ــــــ ـــ ــــ ـــــ ــ ـــــــ ـــ ـــــ: [562, 91, 784, 346]
- notice-heading: رئیس انجمن محلی دروس : حسین معیری: [324, 559, 540, 571]
- notice-heading: خانواده های : پورطهماسبی . بیت‌ماکویی: [566, 373, 779, 386]
- notice-body: ـــ ـــــ ــــ ــــــ ـــ ــــ ـــــ ــ ـــــــ ـــ ـــــ ـــ ـــــ ــــ ــــــ ـــ ــــ ـــــ ــ ـــــــ ـــ ـــــ ـــ ـــــ ــــ ــــــ ـــ ــــ ـــــ ــ ـــــــ ـــ ـــــ ـــ ـــــ ــــ ــــــ ـــ ــــ ـــــ ــ ـــــــ ـــ ـــــ ـــ ـــــ ــــ ــــــ ـــ ــــ ـــــ ــ ـــــــ ـــ ـــــ ـــ ـــــ ــــ ــــــ ـــ ــــ ـــــ ــ ـــــــ ـــ ـــــ ـــ ـــــ ــــ ــــــ ـــ ــــ ـــــ ــ ـــــــ ـــ ـــــ ـــ ـــــ ــــ ــــــ ـــ ــــ ـــــ ــ ـــــــ ـــ ـــــ ـــ ـــــ ــــ ــــــ ـــ ــــ ـــــ ــ ـــــــ ـــ ـــــ ـــ ـــــ ــــ ــــــ ـــ ــــ ـــــ ــ ـــــــ ـــ ـــــ ـــ ـــــ ــــ ــــــ ـــ ــــ ـــــ ــ ـــــــ ـــ ـــــ: [562, 1135, 784, 1232]
- column-rule: [555, 48, 556, 1589]
- notice-heading: موسسه کل انحصار دخانیات ایران: [822, 185, 996, 199]
- notice-body: ـــ ـــــ ــــ ــــــ ـــ ــــ ـــــ ــ ـــــــ ـــ ـــــ ـــ ـــــ ــــ ــــــ ـــ ــــ ـــــ ــ ـــــــ ـــ ـــــ ـــ ـــــ ــــ ــــــ ـــ ــــ ـــــ ــ ـــــــ ـــ ـــــ ـــ ـــــ ــــ ــــــ ـــ ــــ ـــــ ــ ـــــــ ـــ ـــــ ـــ ـــــ ــــ ــــــ ـــ ــــ ـــــ ــ ـــــــ ـــ ـــــ ـــ ـــــ ــــ ــــــ ـــ ــــ ـــــ ــ ـــــــ ـــ ـــــ ـــ ـــــ ــــ ــــــ ـــ ــــ ـــــ ــ ـــــــ ـــ ـــــ ـــ ـــــ ــــ ــــــ ـــ ــــ ـــــ ــ ـــــــ ـــ ـــــ ـــ ـــــ ــــ ــــــ ـــ ــــ ـــــ ــ ـــــــ ـــ ـــــ ـــ ـــــ ــــ ــــــ ـــ ــــ ـــــ ــ ـــــــ ـــ ـــــ ـــ ـــــ ــــ ــــــ ـــ ــــ ـــــ ــ ـــــــ ـــ ـــــ ـــ ـــــ ــــ ــــــ ـــ ــــ ـــــ ــ ـــــــ ـــ ـــــ ـــ ـــــ ــــ ــــــ ـــ ــــ ـــــ ــ ـــــــ ـــ ـــــ ـــ ـــــ ــــ ــــــ ـــ ــــ ـــــ ــ ـــــــ ـــ ـــــ ـــ ـــــ ــــ ــــــ ـــ ــــ ـــــ ــ ـــــــ ـــ ـــــ ـــ ـــــ ــــ ــــــ ـــ ــــ ـــــ ــ ـــــــ ـــ ـــــ: [562, 1259, 784, 1404]
- notice-body: ـــ ـــــ ــــ ــــــ ـــ ــــ ـــــ ــ ـــــــ ـــ ـــــ ـــ ـــــ ــــ ــــــ ـــ ــــ ـــــ ــ ـــــــ ـــ ـــــ ـــ ـــــ ــــ ــــــ ـــ ــــ ـــــ ــ ـــــــ ـــ ـــــ ـــ ـــــ ــــ ــــــ ـــ ــــ ـــــ ــ ـــــــ ـــ ـــــ ـــ ـــــ ــــ ــــــ ـــ ــــ ـــــ ــ ـــــــ ـــ ـــــ ـــ ـــــ ــــ ــــــ ـــ ــــ ـــــ ــ ـــــــ ـــ ـــــ ـــ ـــــ ــــ ــــــ ـــ ــــ ـــــ ــ ـــــــ ـــ ـــــ ـــ ـــــ ــــ ــــــ ـــ ــــ ـــــ ــ ـــــــ ـــ ـــــ ـــ ـــــ ــــ ــــــ ـــ ــــ ـــــ ــ ـــــــ ـــ ـــــ ـــ ـــــ ــــ ــــــ ـــ ــــ ـــــ ــ ـــــــ ـــ ـــــ ـــ ـــــ ــــ ــــــ ـــ ــــ ـــــ ــ ـــــــ ـــ ـــــ ـــ ـــــ ــــ ــــــ ـــ ــــ ـــــ ــ ـــــــ ـــ ـــــ ـــ ـــــ ــــ ــــــ ـــ ــــ ـــــ ــ ـــــــ ـــ ـــــ ـــ ـــــ ــــ ــــــ ـــ ــــ ـــــ ــ ـــــــ ـــ ـــــ ـــ ـــــ ــــ ــــــ ـــ ــــ ـــــ ــ ـــــــ ـــ ـــــ ـــ ـــــ ــــ ــــــ ـــ ــــ ـــــ ــ ـــــــ ـــ ـــــ ـــ ـــــ ــــ ــــــ ـــ ــــ ـــــ ــ ـــــــ ـــ ـــــ ـــ ـــــ ــــ ــــــ ـــ ــــ ـــــ ــ ـــــــ ـــ ـــــ ـــ ـــــ ــــ ــــــ ـــ ــــ ـــــ ــ ـــــــ ـــ ـــــ ـــ ـــــ ــــ ــــــ ـــ ــــ ـــــ ــ ـــــــ ـــ ـــــ ـــ ـــــ ــــ ــــــ ـــ ــــ ـــــ ــ ـــــــ ـــ ـــــ ـــ ـــــ ــــ ــــــ ـــ ــــ ـــــ ــ ـــــــ ـــ ـــــ ـــ ـــــ ــــ ــــــ ـــ ــــ ـــــ ــ ـــــــ ـــ ـــــ ـــ ـــــ ــــ ــــــ ـــ ــــ ـــــ ــ ـــــــ ـــ ـــــ ـــ ـــــ ــــ ــــــ ـــ ــــ ـــــ ــ ـــــــ ـــ ـــــ ـــ ـــــ ــــ ــــــ ـــ ــــ ـــــ ــ ـــــــ ـــ ـــــ: [801, 360, 1017, 604]
- notice-body: ـــ ـــــ ــــ ــــــ ـــ ــــ ـــــ ــ ـــــــ ـــ ـــــ ـــ ـــــ ــــ ــــــ ـــ ــــ ـــــ ــ ـــــــ ـــ ـــــ ـــ ـــــ ــــ ــــــ ـــ ــــ ـــــ ــ ـــــــ ـــ ـــــ ـــ ـــــ ــــ ــــــ ـــ ــــ ـــــ ــ ـــــــ ـــ ـــــ ـــ ـــــ ــــ ــــــ ـــ ــــ ـــــ ــ ـــــــ ـــ ـــــ ـــ ـــــ ــــ ــــــ ـــ ــــ ـــــ ــ ـــــــ ـــ ـــــ: [16, 1146, 302, 1195]
- notice-signature: سرهنگ کمنلو . ابراهیم خانگیاه خان مقدم: [58, 926, 260, 939]
- notice-signature: رضا شاهکیبیر: [125, 774, 192, 786]
- notice-signature: بانوعزت صمصام سوادکوهی: [364, 1066, 500, 1079]
- notice-body: ـــ ـــــ ــــ ــــــ ـــ ــــ ـــــ ــ ـــــــ ـــ ـــــ ـــ ـــــ ــــ ــــــ ـــ ــــ ـــــ ــ ـــــــ ـــ ـــــ ـــ ـــــ ــــ ــــــ ـــ ــــ ـــــ ــ ـــــــ ـــ ـــــ ـــ ـــــ ــــ ــــــ ـــ ــــ ـــــ ــ ـــــــ ـــ ـــــ ـــ ـــــ ــــ ــــــ ـــ ــــ ـــــ ــ ـــــــ ـــ ـــــ ـــ ـــــ ــــ ــــــ ـــ ــــ ـــــ ــ ـــــــ ـــ ـــــ: [16, 980, 302, 1028]
- notice-body: ـــ ـــــ ــــ ــــــ ـــ ــــ ـــــ ــ ـــــــ ـــ ـــــ ـــ ـــــ ــــ ــــــ ـــ ــــ ـــــ ــ ـــــــ ـــ ـــــ ـــ ـــــ ــــ ــــــ ـــ ــــ ـــــ ــ ـــــــ ـــ ـــــ ـــ ـــــ ــــ ــــــ ـــ ــــ ـــــ ــ ـــــــ ـــ ـــــ ـــ ـــــ ــــ ــــــ ـــ ــــ ـــــ ــ ـــــــ ـــ ـــــ: [16, 234, 302, 270]
- notice-heading: وزارت‌آب‌و‌برق: [394, 49, 469, 62]
- notice-body: ـــ ـــــ ــــ ــــــ ـــ ــــ ـــــ ــ ـــــــ ـــ ـــــ ـــ ـــــ ــــ ــــــ ـــ ــــ ـــــ ــ ـــــــ ـــ ـــــ ـــ ـــــ ــــ ــــــ ـــ ــــ ـــــ ــ ـــــــ ـــ ـــــ ـــ ـــــ ــــ ــــــ ـــ ــــ ـــــ ــ ـــــــ ـــ ـــــ ـــ ـــــ ــــ ــــــ ـــ ــــ ـــــ ــ ـــــــ ـــ ـــــ: [16, 1392, 302, 1428]
- obituary-notice: [801, 829, 1017, 1048]
- notice-signature: قزوین . دکتر سید ابوالفضل وجدانی: [72, 1352, 246, 1365]
- notice-signature: سردار فاخر حکمت . محمدسعیدی . ابراهیم قوام: [329, 521, 534, 546]
- notice-signature: رئیس دبیرستان گوهرشاد . مهین مهرپویان: [56, 1431, 261, 1443]
- notice-heading: بسمه‌تعالی: [644, 76, 702, 88]
- notice-heading: دوست عزیز آقای مهندس دبرت‌وارطانی: [55, 646, 263, 659]
- notice-body: ـــ ـــــ ــــ ــــــ ـــ ــــ ـــــ ــ ـــــــ ـــ ـــــ ـــ ـــــ ــــ ــــــ ـــ ــــ ـــــ ــ ـــــــ ـــ ـــــ ـــ ـــــ ــــ ــــــ ـــ ــــ ـــــ ــ ـــــــ ـــ ـــــ ـــ ـــــ ــــ ــــــ ـــ ــــ ـــــ ــ ـــــــ ـــ ـــــ ـــ ـــــ ــــ ــــــ ـــ ــــ ـــــ ــ ـــــــ ـــ ـــــ ـــ ـــــ ــــ ــــــ ـــ ــــ ـــــ ــ ـــــــ ـــ ـــــ ـــ ـــــ ــــ ــــــ ـــ ــــ ـــــ ــ ـــــــ ـــ ـــــ ـــ ـــــ ــــ ــــــ ـــ ــــ ـــــ ــ ـــــــ ـــ ـــــ ـــ ـــــ ــــ ــــــ ـــ ــــ ـــــ ــ ـــــــ ـــ ـــــ ـــ ـــــ ــــ ــــــ ـــ ــــ ـــــ ــ ـــــــ ـــ ـــــ ـــ ـــــ ــــ ــــــ ـــ ــــ ـــــ ــ ـــــــ ـــ ـــــ ـــ ـــــ ــــ ــــــ ـــ ــــ ـــــ ــ ـــــــ ـــ ـــــ ـــ ـــــ ــــ ــــــ ـــ ــــ ـــــ ــ ـــــــ ـــ ـــــ ـــ ـــــ ــــ ــــــ ـــ ــــ ـــــ ــ ـــــــ ـــ ـــــ ـــ ـــــ ــــ ــــــ ـــ ــــ ـــــ ــ ـــــــ ـــ ـــــ ـــ ـــــ ــــ ــــــ ـــ ــــ ـــــ ــ ـــــــ ـــ ـــــ ـــ ـــــ ــــ ــــــ ـــ ــــ ـــــ ــ ـــــــ ـــ ـــــ ـــ ـــــ ــــ ــــــ ـــ ــــ ـــــ ــ ـــــــ ـــ ـــــ ـــ ـــــ ــــ ــــــ ـــ ــــ ـــــ ــ ـــــــ ـــ ـــــ: [321, 721, 543, 891]
- condolence-notice: [16, 951, 302, 1048]
- obituary-notice: [321, 722, 543, 912]
- obituary-notice: [801, 48, 1017, 178]
- thanks-notices: [16, 80, 302, 197]
- notice-heading: جناب آقای حسن تهرانی وکیل محترم دادگستری: [34, 798, 283, 811]
- obituary-notice: [321, 48, 543, 230]
- notice-body: ـــ ـــــ ــــ ــــــ ـــ ــــ ـــــ ــ ـــــــ ـــ ـــــ ـــ ـــــ ــــ ــــــ ـــ ــــ ـــــ ــ ـــــــ ـــ ـــــ ـــ ـــــ ــــ ــــــ ـــ ــــ ـــــ ــ ـــــــ ـــ ـــــ ـــ ـــــ ــــ ــــــ ـــ ــــ ـــــ ــ ـــــــ ـــ ـــــ ـــ ـــــ ــــ ــــــ ـــ ــــ ـــــ ــ ـــــــ ـــ ـــــ ـــ ـــــ ــــ ــــــ ـــ ــــ ـــــ ــ ـــــــ ـــ ـــــ: [16, 312, 302, 360]
- notice-heading: گروهان چهارم تهیه دانشجویان دانشکده افسری: [35, 1222, 282, 1235]
- notice-signature: آ -۱۶۶۶۱: [888, 1184, 929, 1196]
- obituary-notice: [801, 643, 1017, 822]
- notice-heading: جناب آقای جعفر نرگسی ریاست اداره بودجه وقائم مقام مدیریت کل مالی: [27, 951, 290, 978]
- notice-signature: الاحقر بهاءالدین نوری . الاحقرعبدالله‌ابن‌مسیح تهرانی: [360, 360, 504, 386]
- thanks-banner: سپاسگزاری: [16, 48, 302, 75]
- notice-signature: مصطفی جلیلی . مرتضی جاللشکر . عبدالحسین: [45, 711, 273, 724]
- notice-heading: جناب آقای دکتر ادوارد وارطانی: [77, 556, 241, 569]
- notice-signature: کارمندان نمایشگاه شماره یک کهلر: [76, 273, 242, 285]
- notice-signature: سرهنگ ستاد: [641, 1082, 704, 1095]
- notice-heading: خانواده های صمصام سوادکوهی . سپهلوان: [586, 819, 759, 847]
- column-editorial: [1032, 48, 1184, 2575]
- obituary-notice: [562, 1259, 784, 1424]
